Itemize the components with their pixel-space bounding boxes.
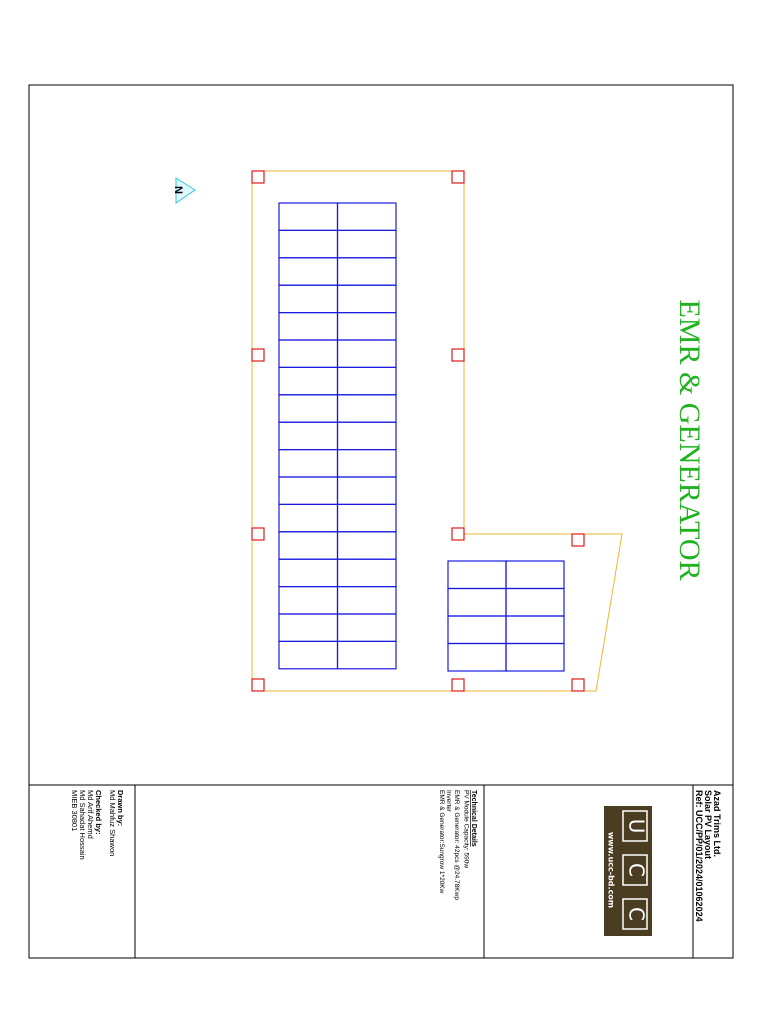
pv-panel xyxy=(448,561,506,589)
column-marker xyxy=(452,171,464,183)
signoff-info xyxy=(70,790,125,860)
pv-panel xyxy=(279,477,338,504)
technical-details-heading: Technical Details xyxy=(470,790,477,847)
pv-panel xyxy=(338,504,397,531)
pv-panel xyxy=(279,641,338,668)
pv-panel xyxy=(279,285,338,312)
project-info xyxy=(694,790,722,922)
pv-panel xyxy=(338,559,397,586)
pv-panel xyxy=(338,477,397,504)
logo-letter-1: U xyxy=(624,818,649,834)
logo-letter-3: C xyxy=(624,907,649,921)
pv-panel xyxy=(279,230,338,257)
pv-panel xyxy=(338,450,397,477)
pv-panel xyxy=(338,367,397,394)
technical-detail-line-4: EMR & Generator:Sungrow 1*20Kw xyxy=(438,790,445,894)
client-name: Azad Trims Ltd. xyxy=(712,790,722,858)
pv-panel xyxy=(279,450,338,477)
north-label: N xyxy=(172,186,185,194)
column-marker xyxy=(452,528,464,540)
pv-panel xyxy=(338,340,397,367)
pv-panel xyxy=(279,587,338,614)
title-block xyxy=(29,785,733,958)
technical-details xyxy=(438,790,477,900)
column-marker xyxy=(252,528,264,540)
technical-detail-line-2: EMR & Generator: 42pcs @24.78Kwp xyxy=(453,790,460,900)
pv-panel xyxy=(338,532,397,559)
column-marker xyxy=(252,349,264,361)
drawn-by-label: Drawn by: xyxy=(116,790,125,827)
drawing-title: EMR & GENERATOR xyxy=(673,299,706,581)
secondary-panel-array xyxy=(448,561,564,671)
pv-panel xyxy=(338,587,397,614)
pv-panel xyxy=(338,230,397,257)
checked-by-name-1: Md Arif Ahemd xyxy=(86,790,95,839)
checked-by-label: Checked by: xyxy=(94,790,103,835)
company-logo xyxy=(604,806,652,936)
pv-panel xyxy=(338,641,397,668)
pv-panel xyxy=(338,395,397,422)
pv-panel xyxy=(279,559,338,586)
logo-letter-2: C xyxy=(624,863,649,877)
drawn-by-name: Md Mahfuz Shawon xyxy=(108,790,117,857)
registration-number: MIEB 30801 xyxy=(70,790,79,832)
pv-panel xyxy=(279,614,338,641)
pv-panel xyxy=(338,422,397,449)
column-marker xyxy=(452,679,464,691)
technical-detail-line-3: Inverter xyxy=(445,790,452,813)
pv-panel xyxy=(338,203,397,230)
north-arrow xyxy=(172,178,195,203)
pv-panel xyxy=(338,614,397,641)
column-marker xyxy=(252,679,264,691)
column-marker xyxy=(572,534,584,546)
technical-detail-line-1: PV Module Capacity: 590w xyxy=(462,790,470,869)
pv-panel xyxy=(279,367,338,394)
pv-panel xyxy=(506,644,564,672)
pv-panel xyxy=(338,285,397,312)
pv-panel xyxy=(279,395,338,422)
pv-panel xyxy=(506,616,564,644)
pv-panel xyxy=(338,258,397,285)
column-markers xyxy=(252,171,584,691)
pv-panel xyxy=(279,258,338,285)
column-marker xyxy=(572,679,584,691)
pv-panel xyxy=(448,644,506,672)
pv-panel xyxy=(338,313,397,340)
pv-panel xyxy=(279,504,338,531)
pv-panel xyxy=(279,422,338,449)
pv-panel xyxy=(448,616,506,644)
pv-panel xyxy=(506,589,564,617)
project-ref: Ref: UCC/PP/01/2024/01062024 xyxy=(694,790,704,922)
pv-panel xyxy=(506,561,564,589)
checked-by-name-2: Md Sahadat Hossain xyxy=(78,790,87,860)
column-marker xyxy=(252,171,264,183)
pv-panel xyxy=(279,532,338,559)
pv-panel xyxy=(279,203,338,230)
main-panel-array xyxy=(279,203,396,669)
project-name: Solar PV Layout xyxy=(703,790,713,860)
pv-panel xyxy=(279,340,338,367)
pv-panel xyxy=(279,313,338,340)
logo-website: www.ucc-bd.com xyxy=(606,831,616,909)
pv-panel xyxy=(448,589,506,617)
pv-panel-arrays xyxy=(279,203,564,671)
column-marker xyxy=(452,349,464,361)
roof-outline xyxy=(252,171,622,691)
